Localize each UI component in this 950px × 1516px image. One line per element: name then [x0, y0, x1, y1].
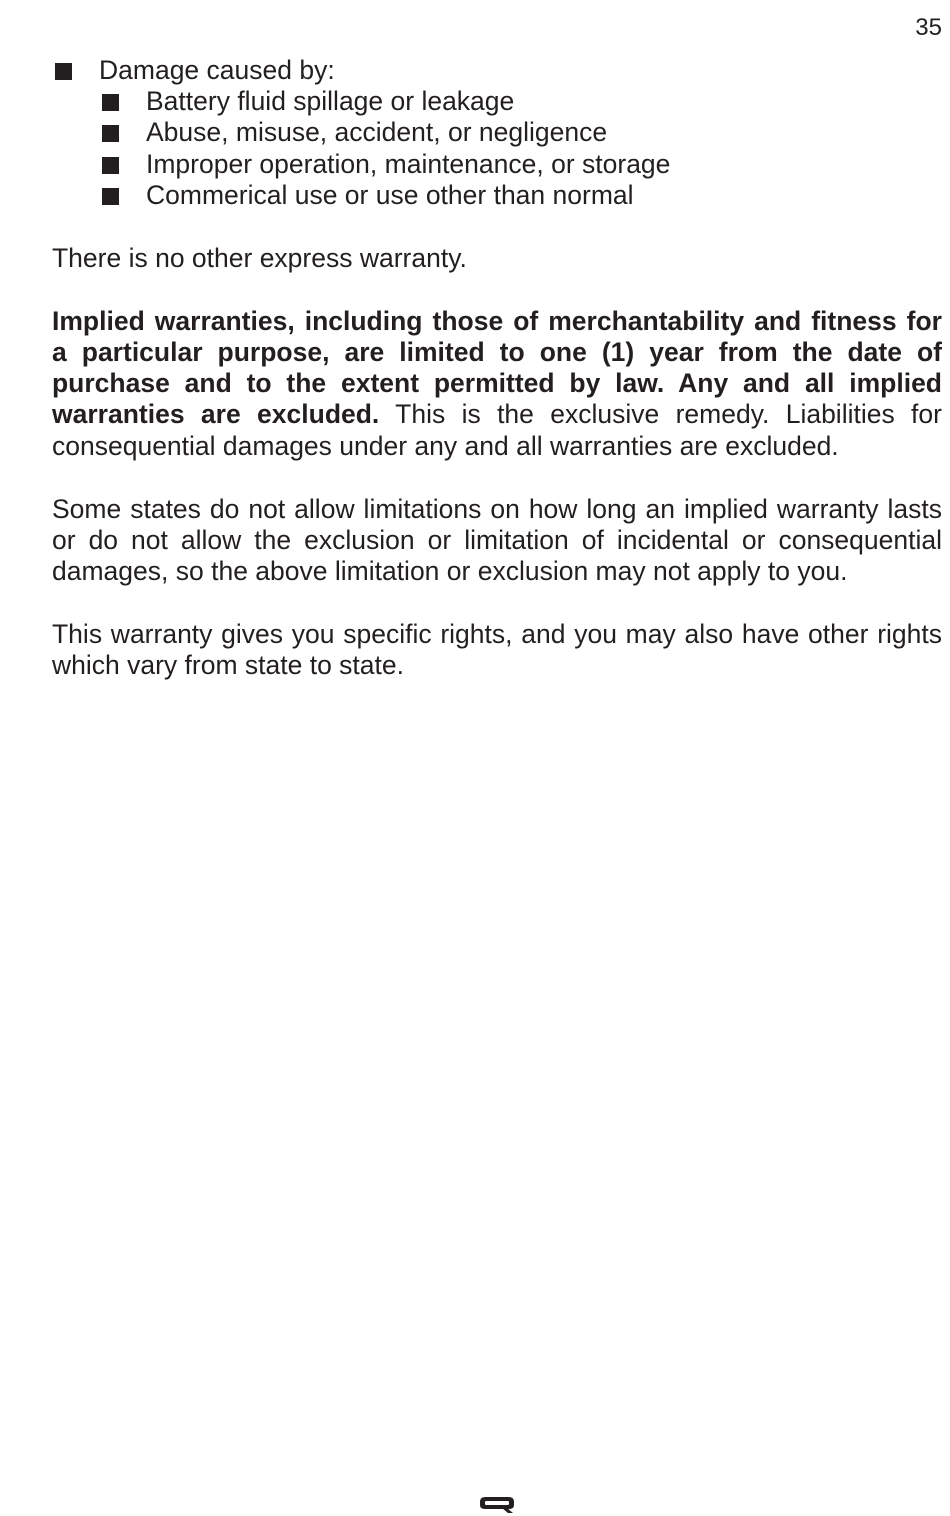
square-bullet-icon [102, 157, 119, 174]
implied-warranty-paragraph [52, 306, 942, 462]
no-other-warranty-paragraph: There is no other express warranty. [52, 242, 467, 273]
square-bullet-icon [102, 94, 119, 111]
state-limitations-paragraph: Some states do not allow limitations on how long an implied warranty lasts or do not allow the exclusion or limitation of incidental or consequential damages, so the above limitation or exclusion may not apply to you. [52, 493, 942, 586]
list-item [52, 117, 942, 148]
implied-warranty-regular-text: This is the exclusive remedy. Liabilities for consequential damages under any and all warranties are excluded. [52, 399, 942, 461]
list-item [52, 180, 942, 211]
list-item [52, 149, 942, 180]
page-number: 35 [915, 14, 942, 41]
list-item-text: Battery fluid spillage or leakage [146, 86, 515, 117]
list-item [52, 86, 942, 117]
list-item-text: Abuse, misuse, accident, or negligence [146, 117, 608, 148]
damage-list-heading [52, 55, 942, 86]
list-item-text: Improper operation, maintenance, or storage [146, 148, 671, 179]
specific-rights-paragraph: This warranty gives you specific rights, and you may also have other rights which vary from state to state. [52, 618, 942, 681]
square-bullet-icon [102, 188, 119, 205]
list-item-text: Commerical use or use other than normal [146, 179, 634, 210]
implied-warranty-bold-text: Implied warranties, including those of merchantability and fitness for a particular purpose, are limited to one (1) year from the date of purchase and to the extent permitted by law. Any and all implied warranties are excluded. [52, 305, 942, 430]
square-bullet-icon [102, 125, 119, 142]
square-bullet-icon [55, 63, 72, 80]
damage-list-heading-text: Damage caused by: [99, 55, 335, 85]
warranty-text [52, 55, 942, 681]
q-logo-icon [478, 1494, 516, 1516]
